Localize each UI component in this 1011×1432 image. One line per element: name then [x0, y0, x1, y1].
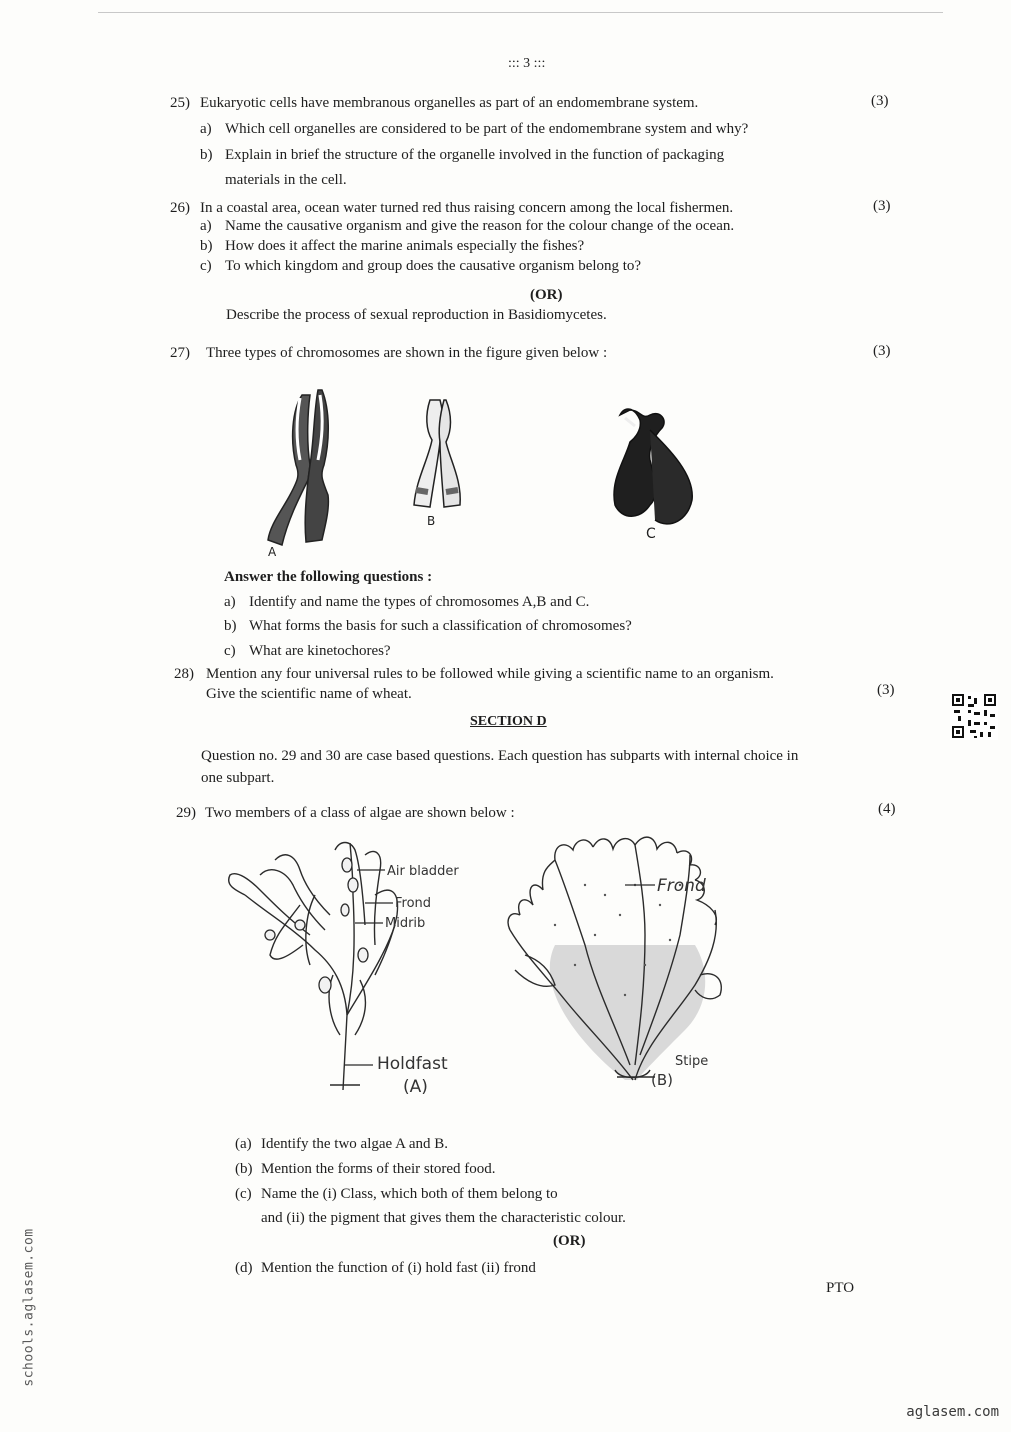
q28-text-cont: Give the scientific name of wheat. [206, 686, 412, 702]
q25-b-label: b) [200, 147, 213, 163]
page-number: ::: 3 ::: [508, 56, 546, 71]
algae-a-figure [215, 835, 485, 1100]
q26-b-text: How does it affect the marine animals especially the fishes? [225, 238, 585, 254]
q26-marks: (3) [873, 198, 891, 214]
algae-b-stipe-label: Stipe [675, 1054, 709, 1069]
q29-c-label: (c) [235, 1186, 252, 1202]
chromosome-a [268, 390, 328, 559]
q29-marks: (4) [878, 801, 896, 817]
chromosome-figure [230, 380, 730, 560]
algae-a-holdfast-label: Holdfast [377, 1054, 448, 1074]
pto-label: PTO [826, 1280, 855, 1296]
q26-b-label: b) [200, 238, 213, 254]
q25-b-text: Explain in brief the structure of the organelle involved in the function of packaging [225, 147, 725, 163]
q26-c-label: c) [200, 258, 212, 274]
q27-b-text: What forms the basis for such a classification of chromosomes? [249, 618, 632, 634]
q29-number: 29) [176, 805, 196, 821]
page-top-rule [98, 12, 943, 13]
chromosome-c-label: C [646, 526, 656, 542]
q29-b-text: Mention the forms of their stored food. [261, 1161, 496, 1177]
q29-text: Two members of a class of algae are shown below : [205, 805, 515, 821]
q29-or: (OR) [553, 1233, 586, 1249]
q29-d-text: Mention the function of (i) hold fast (ii) frond [261, 1260, 536, 1276]
q27-number: 27) [170, 345, 190, 361]
q25-a-label: a) [200, 121, 212, 137]
section-d-title: SECTION D [470, 714, 547, 729]
qr-code-icon [950, 692, 998, 740]
q26-or: (OR) [530, 287, 563, 303]
section-d-note: Question no. 29 and 30 are case based questions. Each question has subparts with internal choice in [201, 748, 799, 764]
q29-c-text-cont: and (ii) the pigment that gives them the characteristic colour. [261, 1210, 626, 1226]
q25-a-text: Which cell organelles are considered to be part of the endomembrane system and why? [225, 121, 749, 137]
algae-b-figure [495, 825, 735, 1095]
algae-a-frond-label: Frond [395, 896, 432, 911]
q27-c-text: What are kinetochores? [249, 643, 391, 659]
q27-text: Three types of chromosomes are shown in the figure given below : [206, 345, 608, 361]
q27-a-label: a) [224, 594, 236, 610]
q28-marks: (3) [877, 682, 895, 698]
q27-c-label: c) [224, 643, 236, 659]
chromosome-b [414, 400, 460, 528]
q27-b-label: b) [224, 618, 237, 634]
q29-d-label: (d) [235, 1260, 253, 1276]
q29-a-text: Identify the two algae A and B. [261, 1136, 449, 1152]
chromosome-b-label: B [427, 514, 436, 528]
algae-b-frond-label: Frond [657, 876, 706, 896]
algae-a-air-bladder-label: Air bladder [387, 864, 459, 879]
q27-a-text: Identify and name the types of chromosomes A,B and C. [249, 594, 590, 610]
q25-text: Eukaryotic cells have membranous organelles as part of an endomembrane system. [200, 95, 699, 111]
q26-number: 26) [170, 200, 190, 216]
q26-a-label: a) [200, 218, 212, 234]
section-d-note-cont: one subpart. [201, 770, 275, 786]
q25-b-text-cont: materials in the cell. [225, 172, 347, 188]
q26-text: In a coastal area, ocean water turned red thus raising concern among the local fishermen. [200, 200, 734, 216]
footer-brand: aglasem.com [906, 1404, 999, 1420]
q26-alt: Describe the process of sexual reproduction in Basidiomycetes. [226, 307, 607, 323]
algae-a-midrib-label: Midrib [385, 916, 426, 931]
chromosome-a-label: A [268, 545, 277, 559]
q28-text: Mention any four universal rules to be followed while giving a scientific name to an organism. [206, 666, 774, 682]
q29-a-label: (a) [235, 1136, 252, 1152]
q26-a-text: Name the causative organism and give the reason for the colour change of the ocean. [225, 218, 735, 234]
algae-b-caption: (B) [651, 1071, 673, 1089]
q29-b-label: (b) [235, 1161, 253, 1177]
q28-number: 28) [174, 666, 194, 682]
chromosome-c [614, 409, 692, 542]
q27-marks: (3) [873, 343, 891, 359]
q29-c-text: Name the (i) Class, which both of them belong to [261, 1186, 558, 1202]
side-watermark: schools.aglasem.com [21, 1228, 37, 1387]
q27-answer-heading: Answer the following questions : [224, 569, 433, 585]
q26-c-text: To which kingdom and group does the causative organism belong to? [225, 258, 642, 274]
q25-number: 25) [170, 95, 190, 111]
q25-marks: (3) [871, 93, 889, 109]
algae-a-caption: (A) [403, 1077, 428, 1097]
